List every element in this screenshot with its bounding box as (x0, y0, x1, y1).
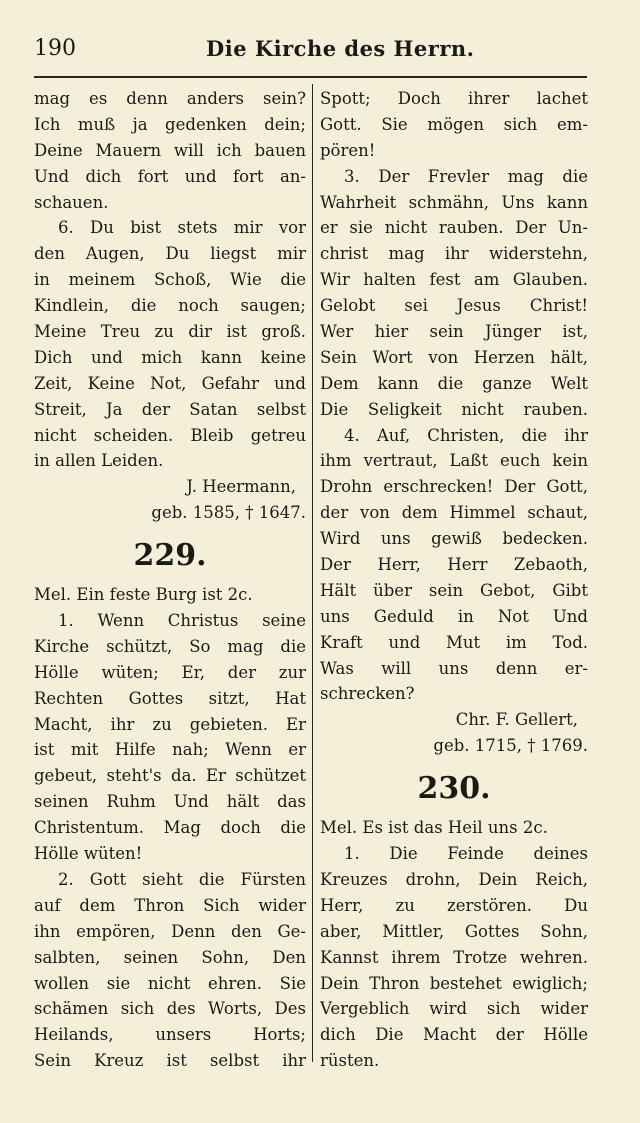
text-line: Vergeblich wird sich wider (320, 999, 588, 1019)
text-line: 2. Gott sieht die Fürsten (58, 869, 306, 889)
text-line: 6. Du bist stets mir vor (58, 218, 306, 238)
text-line: Gelobt sei Jesus Christ! (320, 296, 588, 316)
hymn-number: 229. (133, 538, 207, 574)
text-line: Ich muß ja gedenken dein; (34, 114, 306, 134)
text-line: 4. Auf, Christen, die ihr (344, 425, 588, 445)
text-line: Kirche schützt, So mag die (34, 636, 306, 656)
text-line: uns Geduld in Not Und (320, 606, 588, 626)
text-line: Kraft und Mut im Tod. (320, 632, 588, 652)
text-line: in meinem Schoß, Wie die (34, 270, 306, 290)
text-line: Drohn erschrecken! Der Gott, (320, 477, 588, 497)
text-line: Rechten Gottes sitzt, Hat (34, 688, 306, 708)
running-title: Die Kirche des Herrn. (206, 36, 475, 61)
text-line: ist mit Hilfe nah; Wenn er (34, 740, 306, 760)
text-line: schrecken? (320, 684, 415, 704)
text-line: den Augen, Du liegst mir (34, 244, 306, 264)
left-hymn-text (34, 608, 306, 1074)
text-line: Heilands, unsers Horts; (34, 1025, 306, 1045)
text-line: auf dem Thron Sich wider (34, 895, 306, 915)
text-line: christ mag ihr widerstehn, (320, 244, 588, 264)
text-line: er sie nicht rauben. Der Un- (320, 218, 588, 238)
page-header (34, 36, 586, 66)
text-line: Spott; Doch ihrer lachet (320, 89, 588, 108)
text-line: Hält über sein Gebot, Gibt (320, 580, 588, 600)
text-line: der von dem Himmel schaut, (320, 503, 588, 523)
author-name: Chr. F. Gellert, (455, 710, 578, 730)
text-line: pören! (320, 140, 376, 160)
text-line: Meine Treu zu dir ist groß. (34, 322, 306, 342)
right-hymn-text (320, 841, 588, 1074)
text-line: ihm vertraut, Laßt euch kein (320, 451, 588, 471)
text-line: Kindlein, die noch saugen; (34, 296, 306, 316)
text-line: Hölle wüten! (34, 844, 143, 864)
text-line: 3. Der Frevler mag die (344, 166, 588, 186)
text-line: 1. Wenn Christus seine (58, 611, 306, 631)
text-line: Zeit, Keine Not, Gefahr und (34, 373, 306, 393)
text-line: Und dich fort und fort an- (34, 166, 306, 186)
text-line: rüsten. (320, 1051, 380, 1071)
text-line: nicht scheiden. Bleib getreu (34, 425, 306, 445)
text-line: seinen Ruhm Und hält das (34, 792, 306, 812)
text-line: Die Seligkeit nicht rauben. (320, 399, 588, 419)
text-line: dich Die Macht der Hölle (320, 1025, 588, 1045)
text-line: Wir halten fest am Glauben. (320, 270, 588, 290)
text-line: Kreuzes drohn, Dein Reich, (320, 869, 588, 889)
text-line: Kannst ihrem Trotze wehren. (320, 947, 588, 967)
melody-line: Mel. Ein feste Burg ist 2c. (34, 585, 253, 605)
text-line: Wer hier sein Jünger ist, (320, 322, 588, 342)
text-line: Macht, ihr zu gebieten. Er (34, 714, 306, 734)
text-line: mag es denn anders sein? (34, 89, 306, 108)
column-divider (312, 84, 313, 1062)
text-line: Dein Thron bestehet ewiglich; (320, 973, 588, 993)
hymn-number: 230. (417, 771, 491, 807)
text-line: Gott. Sie mögen sich em- (320, 114, 588, 134)
right-verse-block (320, 86, 588, 707)
text-line: wollen sie nicht ehren. Sie (34, 973, 306, 993)
text-line: gebeut, steht's da. Er schützet (34, 766, 306, 786)
text-line: Christentum. Mag doch die (34, 818, 306, 838)
text-line: Streit, Ja der Satan selbst (34, 399, 306, 419)
author-dates: geb. 1585, † 1647. (151, 503, 306, 523)
text-line: Der Herr, Herr Zebaoth, (320, 555, 588, 575)
text-line: Sein Wort von Herzen hält, (320, 347, 588, 367)
text-line: Wird uns gewiß bedecken. (320, 529, 588, 549)
text-line: schämen sich des Worts, Des (34, 999, 306, 1019)
text-line: Was will uns denn er- (320, 658, 588, 678)
text-line: Deine Mauern will ich bauen (34, 140, 306, 160)
text-line: aber, Mittler, Gottes Sohn, (320, 921, 588, 941)
right-column (320, 86, 588, 1074)
author-name: J. Heermann, (186, 477, 296, 497)
text-line: in allen Leiden. (34, 451, 164, 471)
left-column (34, 86, 306, 1074)
header-rule (34, 76, 587, 78)
text-line: Dem kann die ganze Welt (320, 373, 588, 393)
text-line: Herr, zu zerstören. Du (320, 895, 588, 915)
text-line: 1. Die Feinde deines (344, 844, 588, 864)
text-line: salbten, seinen Sohn, Den (34, 947, 306, 967)
left-verse-block (34, 86, 306, 474)
text-line: schauen. (34, 192, 109, 212)
page-number: 190 (34, 36, 76, 61)
text-line: Wahrheit schmähn, Uns kann (320, 192, 588, 212)
text-line: Sein Kreuz ist selbst ihr (34, 1051, 306, 1071)
text-line: Hölle wüten; Er, der zur (34, 662, 306, 682)
author-dates: geb. 1715, † 1769. (433, 736, 588, 756)
text-line: Dich und mich kann keine (34, 347, 306, 367)
text-line: ihn empören, Denn den Ge- (34, 921, 306, 941)
melody-line: Mel. Es ist das Heil uns 2c. (320, 818, 548, 838)
